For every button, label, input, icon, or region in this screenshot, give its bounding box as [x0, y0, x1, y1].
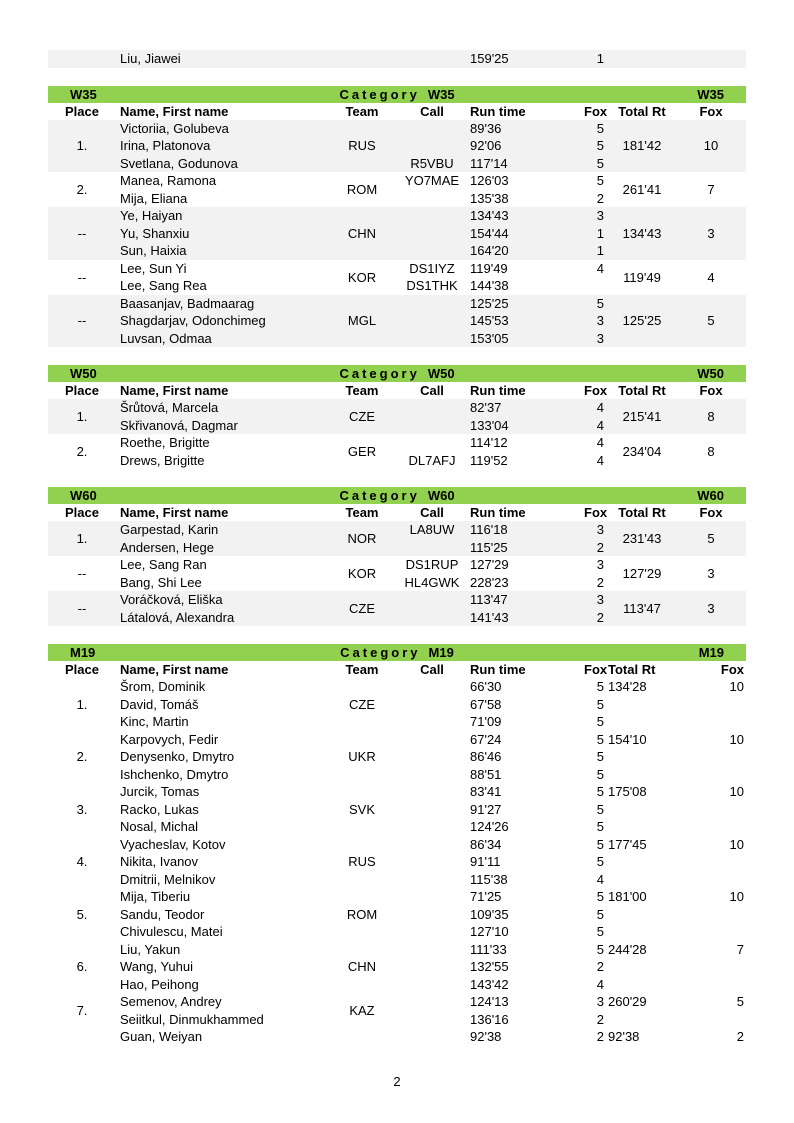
competitor-name: Victoriia, Golubeva — [120, 120, 229, 136]
competitor-name: Lee, Sang Ran — [120, 557, 207, 572]
total-run-time: 177'45 — [608, 836, 647, 852]
category-word: Category — [339, 366, 420, 381]
run-time: 86'34 — [470, 836, 502, 852]
team-code: CHN — [347, 959, 377, 975]
category-title — [48, 365, 746, 382]
team-group — [48, 434, 746, 469]
team-code: CZE — [349, 601, 375, 616]
team-fox-total: 8 — [707, 444, 715, 459]
header-run-time: Run time — [470, 383, 526, 398]
category-bar — [48, 644, 746, 661]
category-code-left: W60 — [70, 488, 97, 503]
team-code — [320, 1028, 404, 1046]
team-group — [48, 591, 746, 626]
competitor-name: Shagdarjav, Odonchimeg — [120, 313, 266, 328]
team-fox-total: 3 — [707, 601, 715, 616]
fox-count: 2 — [596, 959, 604, 974]
team-fox-total: 7 — [736, 941, 744, 957]
run-time: 88'51 — [470, 766, 502, 782]
header-total: Total Rt — [608, 662, 656, 677]
competitor-name: Sandu, Teodor — [120, 906, 205, 922]
fox-count: 5 — [596, 173, 604, 188]
run-time: 126'03 — [470, 173, 509, 188]
team-place: 1. — [76, 138, 88, 154]
team-fox-total: 3 — [707, 566, 715, 581]
fox-count: 5 — [596, 924, 604, 939]
run-time: 71'25 — [470, 889, 502, 904]
total-run-time: 181'42 — [622, 138, 662, 154]
category-code-right: M19 — [698, 645, 724, 660]
total-run-time: 119'49 — [623, 269, 661, 285]
column-header-row — [48, 504, 746, 521]
team-code: KOR — [347, 566, 377, 581]
call-sign: YO7MAE — [404, 173, 460, 188]
run-time: 127'10 — [470, 924, 509, 939]
run-time: 82'37 — [470, 400, 502, 415]
competitor-name: Denysenko, Dmytro — [120, 749, 235, 764]
competitor-name: Látalová, Alexandra — [120, 609, 235, 625]
team-place: 6. — [76, 959, 88, 975]
competitor-name: Lee, Sang Rea — [120, 278, 207, 293]
header-run-time: Run time — [470, 505, 526, 520]
team-fox-total: 5 — [707, 531, 715, 546]
team-group — [48, 678, 746, 731]
run-time: 135'38 — [470, 190, 509, 206]
run-time: 115'25 — [470, 539, 508, 555]
category-code-left: W50 — [70, 366, 97, 381]
total-run-time: 260'29 — [608, 994, 647, 1009]
total-run-time: 181'00 — [608, 889, 647, 904]
competitor-name: Jurcik, Tomas — [120, 784, 200, 799]
fox-count: 5 — [596, 138, 604, 153]
header-team: Team — [345, 383, 379, 398]
team-place — [48, 1028, 116, 1046]
fox-count: 3 — [596, 557, 604, 572]
category-code-right: W50 — [697, 366, 724, 381]
header-name: Name, First name — [120, 662, 229, 677]
team-group — [48, 556, 746, 591]
header-call: Call — [420, 103, 444, 119]
category-title — [48, 487, 746, 504]
run-time: 66'30 — [470, 679, 502, 694]
header-run-time: Run time — [470, 103, 526, 119]
total-run-time: 125'25 — [622, 313, 662, 329]
header-team: Team — [345, 662, 379, 677]
header-total: Total Rt — [618, 383, 666, 398]
fox-count: 5 — [596, 889, 604, 904]
run-time: 228'23 — [470, 574, 509, 590]
carryover-row — [48, 50, 746, 68]
run-time: 111'33 — [470, 941, 507, 957]
fox-count: 1 — [596, 243, 604, 258]
team-group — [48, 1028, 746, 1046]
category-bar — [48, 487, 746, 504]
total-run-time: 244'28 — [608, 941, 647, 957]
team-code: RUS — [348, 138, 376, 154]
run-time: 133'04 — [470, 417, 509, 433]
team-fox-total: 4 — [707, 269, 715, 285]
category-title — [48, 86, 746, 103]
fox-count: 4 — [596, 260, 604, 276]
competitor-name: David, Tomáš — [120, 696, 199, 712]
fox-count: 3 — [596, 208, 604, 223]
header-run-time: Run time — [470, 662, 526, 677]
category-code-right: W60 — [697, 488, 724, 503]
team-group — [48, 260, 746, 295]
header-total: Total Rt — [618, 103, 666, 119]
run-time: 159'25 — [470, 51, 509, 66]
fox-count: 3 — [596, 522, 604, 537]
fox-count: 4 — [596, 400, 604, 415]
team-place: 3. — [76, 801, 88, 817]
team-place: 2. — [76, 749, 88, 765]
category-code-left: M19 — [70, 645, 96, 660]
category-code-left: W35 — [70, 86, 97, 102]
category-bar — [48, 86, 746, 103]
category-title — [48, 644, 746, 661]
total-run-time: 215'41 — [622, 409, 662, 424]
competitor-name: Dmitrii, Melnikov — [120, 871, 216, 887]
team-code: SVK — [348, 801, 375, 817]
fox-count: 5 — [596, 714, 604, 729]
team-fox-total: 10 — [729, 836, 744, 852]
call-sign: LA8UW — [409, 522, 455, 537]
fox-count: 5 — [596, 120, 604, 136]
header-total: Total Rt — [618, 505, 666, 520]
fox-count: 3 — [596, 994, 604, 1009]
call-sign: DS1IYZ — [409, 260, 455, 276]
competitor-name: Mija, Eliana — [120, 190, 188, 206]
team-group — [48, 993, 746, 1028]
fox-count: 5 — [596, 766, 604, 782]
run-time: 119'49 — [470, 260, 508, 276]
header-fox: Fox — [584, 662, 608, 677]
competitor-name: Lee, Sun Yi — [120, 260, 187, 276]
team-code: ROM — [346, 182, 378, 197]
team-code: NOR — [347, 531, 377, 546]
team-group — [48, 120, 746, 173]
team-fox-total: 10 — [729, 889, 744, 904]
run-time: 145'53 — [470, 313, 509, 328]
call-sign: HL4GWK — [404, 574, 460, 590]
team-code: CZE — [349, 409, 375, 424]
header-place: Place — [65, 383, 99, 398]
call-sign: DL7AFJ — [408, 452, 456, 468]
fox-count: 5 — [596, 784, 604, 799]
competitor-name: Skřivanová, Dagmar — [120, 417, 238, 433]
fox-count: 5 — [596, 295, 604, 311]
category-word: Category — [339, 488, 420, 503]
fox-count: 5 — [596, 801, 604, 817]
team-place: -- — [77, 269, 87, 285]
competitor-name: Irina, Platonova — [120, 138, 211, 153]
total-run-time: 113'47 — [623, 601, 661, 616]
fox-count: 5 — [596, 836, 604, 852]
competitor-name: Andersen, Hege — [120, 539, 214, 555]
category-section — [48, 86, 746, 348]
team-group — [48, 731, 746, 784]
run-time: 89'36 — [470, 120, 502, 136]
team-group — [48, 207, 746, 260]
competitor-name: Yu, Shanxiu — [120, 225, 190, 241]
team-group — [48, 888, 746, 941]
competitor-name: Šrom, Dominik — [120, 679, 206, 694]
header-team-fox: Fox — [699, 383, 723, 398]
header-team: Team — [345, 505, 379, 520]
competitor-name: Racko, Lukas — [120, 801, 199, 817]
team-fox-total: 3 — [707, 225, 715, 241]
run-time: 164'20 — [470, 243, 509, 258]
header-team-fox: Fox — [720, 662, 744, 677]
team-fox-total: 10 — [729, 679, 744, 694]
competitor-name: Chivulescu, Matei — [120, 924, 223, 939]
category-code: W60 — [427, 488, 455, 503]
competitor-name: Garpestad, Karin — [120, 522, 219, 537]
total-run-time: 231'43 — [622, 531, 662, 546]
category-section — [48, 365, 746, 469]
run-time: 134'43 — [470, 208, 509, 223]
fox-count: 5 — [596, 906, 604, 922]
team-place: 1. — [76, 531, 88, 546]
header-call: Call — [420, 662, 444, 677]
category-section-m19 — [48, 644, 746, 1046]
team-code: CHN — [347, 225, 377, 241]
fox-count: 1 — [596, 225, 604, 241]
header-team: Team — [345, 103, 379, 119]
run-time: 67'24 — [470, 731, 502, 747]
team-group — [48, 521, 746, 556]
header-call: Call — [420, 505, 444, 520]
run-time: 91'11 — [470, 854, 501, 869]
results-page — [48, 50, 746, 1046]
header-place: Place — [65, 662, 99, 677]
team-fox-total: 8 — [707, 409, 715, 424]
team-code: KOR — [347, 269, 377, 285]
fox-count: 4 — [596, 417, 604, 433]
category-code: W50 — [427, 366, 455, 381]
fox-count: 2 — [596, 190, 604, 206]
competitor-name: Liu, Jiawei — [120, 51, 181, 66]
fox-count: 3 — [596, 313, 604, 328]
header-place: Place — [65, 103, 99, 119]
team-fox-total: 5 — [707, 313, 715, 329]
competitor-name: Šrůtová, Marcela — [120, 400, 219, 415]
team-code: ROM — [346, 906, 378, 922]
fox-count: 2 — [596, 1011, 604, 1027]
fox-count: 4 — [596, 452, 604, 468]
team-place: -- — [77, 225, 87, 241]
team-fox-total: 10 — [729, 731, 744, 747]
team-code: RUS — [348, 854, 376, 870]
competitor-name: Semenov, Andrey — [120, 994, 222, 1009]
header-name: Name, First name — [120, 103, 229, 119]
competitor-name: Luvsan, Odmaa — [120, 330, 212, 346]
column-header-row — [48, 661, 746, 678]
total-run-time: 134'28 — [608, 679, 647, 694]
category-word: Category — [340, 645, 421, 660]
total-run-time: 261'41 — [622, 182, 662, 197]
competitor-name: Seiitkul, Dinmukhammed — [120, 1011, 264, 1027]
team-place: 7. — [76, 1003, 88, 1018]
run-time: 141'43 — [470, 609, 509, 625]
competitor-name: Svetlana, Godunova — [120, 155, 238, 171]
run-time: 124'26 — [470, 819, 509, 834]
header-fox: Fox — [584, 505, 608, 520]
page-number: 2 — [393, 1074, 401, 1089]
header-call: Call — [420, 383, 444, 398]
header-fox: Fox — [584, 383, 608, 398]
team-fox-total: 2 — [736, 1029, 744, 1044]
column-header-row — [48, 382, 746, 399]
competitor-name: Manea, Ramona — [120, 173, 217, 188]
fox-count: 4 — [596, 871, 604, 887]
team-place: -- — [77, 601, 87, 616]
run-time: 92'38 — [470, 1029, 502, 1044]
team-fox-total: 5 — [736, 994, 744, 1009]
competitor-name: Wang, Yuhui — [120, 959, 193, 974]
competitor-name: Nosal, Michal — [120, 819, 199, 834]
run-time: 83'41 — [470, 784, 502, 799]
fox-count: 5 — [596, 749, 604, 764]
header-name: Name, First name — [120, 383, 229, 398]
team-place: 5. — [76, 906, 88, 922]
fox-count: 5 — [596, 155, 604, 171]
run-time: 124'13 — [470, 994, 509, 1009]
competitor-name: Guan, Weiyan — [120, 1029, 203, 1044]
category-word: Category — [339, 86, 420, 102]
team-group — [48, 941, 746, 994]
fox-count: 5 — [596, 679, 604, 694]
run-time: 114'12 — [470, 435, 508, 450]
fox-count: 5 — [596, 819, 604, 834]
total-run-time: 154'10 — [608, 731, 647, 747]
run-time: 116'18 — [470, 522, 508, 537]
competitor-name: Voráčková, Eliška — [120, 592, 223, 607]
team-group — [48, 783, 746, 836]
team-code: GER — [347, 444, 377, 459]
competitor-name: Ishchenko, Dmytro — [120, 766, 229, 782]
category-section — [48, 487, 746, 626]
run-time: 136'16 — [470, 1011, 509, 1027]
team-fox-total: 7 — [707, 182, 715, 197]
run-time: 92'06 — [470, 138, 502, 153]
fox-count: 2 — [596, 609, 604, 625]
competitor-name: Roethe, Brigitte — [120, 435, 210, 450]
fox-count: 5 — [596, 731, 604, 747]
category-code-right: W35 — [697, 86, 724, 102]
team-code: UKR — [348, 749, 376, 765]
total-run-time: 92'38 — [608, 1029, 640, 1044]
team-place: -- — [77, 313, 87, 329]
category-bar — [48, 365, 746, 382]
run-time: 132'55 — [470, 959, 509, 974]
run-time: 109'35 — [470, 906, 509, 922]
call-sign: R5VBU — [410, 155, 454, 171]
fox-count: 2 — [596, 539, 604, 555]
total-run-time: 175'08 — [608, 784, 647, 799]
competitor-name: Sun, Haixia — [120, 243, 187, 258]
run-time: 154'44 — [470, 225, 509, 241]
competitor-name: Drews, Brigitte — [120, 452, 205, 468]
category-code: M19 — [428, 645, 454, 660]
call-sign: DS1RUP — [405, 557, 459, 572]
run-time: 115'38 — [470, 871, 508, 887]
run-time: 113'47 — [470, 592, 508, 607]
team-fox-total: 10 — [703, 138, 719, 154]
total-run-time: 127'29 — [622, 566, 662, 581]
team-place: 2. — [76, 444, 88, 459]
header-name: Name, First name — [120, 505, 229, 520]
header-fox: Fox — [584, 103, 608, 119]
team-group — [48, 295, 746, 348]
competitor-name: Nikita, Ivanov — [120, 854, 199, 869]
run-time: 127'29 — [470, 557, 509, 572]
competitor-name: Hao, Peihong — [120, 976, 199, 992]
team-place: 1. — [76, 409, 88, 424]
fox-count: 5 — [596, 696, 604, 712]
fox-count: 1 — [596, 51, 604, 66]
run-time: 67'58 — [470, 696, 502, 712]
competitor-name: Baasanjav, Badmaarag — [120, 295, 255, 311]
competitor-name: Bang, Shi Lee — [120, 574, 202, 590]
competitor-name: Vyacheslav, Kotov — [120, 836, 226, 852]
total-run-time: 134'43 — [622, 225, 662, 241]
team-place: 1. — [76, 696, 88, 712]
fox-count: 3 — [596, 330, 604, 346]
competitor-name: Liu, Yakun — [120, 941, 181, 957]
team-place: -- — [77, 566, 87, 581]
fox-count: 4 — [596, 976, 604, 992]
header-team-fox: Fox — [699, 103, 723, 119]
total-run-time: 234'04 — [622, 444, 662, 459]
competitor-name: Mija, Tiberiu — [120, 889, 191, 904]
run-time: 125'25 — [470, 295, 509, 311]
team-group — [48, 836, 746, 889]
fox-count: 2 — [596, 1029, 604, 1044]
run-time: 86'46 — [470, 749, 502, 764]
header-place: Place — [65, 505, 99, 520]
competitor-name: Karpovych, Fedir — [120, 731, 219, 747]
fox-count: 5 — [596, 854, 604, 869]
team-place: 4. — [76, 854, 88, 870]
fox-count: 4 — [596, 435, 604, 450]
competitor-name: Ye, Haiyan — [120, 208, 183, 223]
competitor-name: Kinc, Martin — [120, 714, 189, 729]
team-place: 2. — [76, 182, 88, 197]
call-sign: DS1THK — [406, 278, 458, 293]
fox-count: 2 — [596, 574, 604, 590]
column-header-row — [48, 103, 746, 120]
header-team-fox: Fox — [699, 505, 723, 520]
run-time: 144'38 — [470, 278, 509, 293]
run-time: 71'09 — [470, 714, 502, 729]
team-code: KAZ — [349, 1003, 375, 1018]
run-time: 91'27 — [470, 801, 502, 817]
team-code: CZE — [349, 696, 375, 712]
category-code: W35 — [427, 86, 455, 102]
fox-count: 3 — [596, 592, 604, 607]
run-time: 119'52 — [470, 452, 508, 468]
run-time: 153'05 — [470, 330, 509, 346]
team-code: MGL — [347, 313, 377, 329]
fox-count: 5 — [596, 941, 604, 957]
run-time: 117'14 — [470, 155, 508, 171]
team-group — [48, 399, 746, 434]
team-fox-total: 10 — [729, 784, 744, 799]
team-group — [48, 172, 746, 207]
run-time: 143'42 — [470, 976, 509, 992]
